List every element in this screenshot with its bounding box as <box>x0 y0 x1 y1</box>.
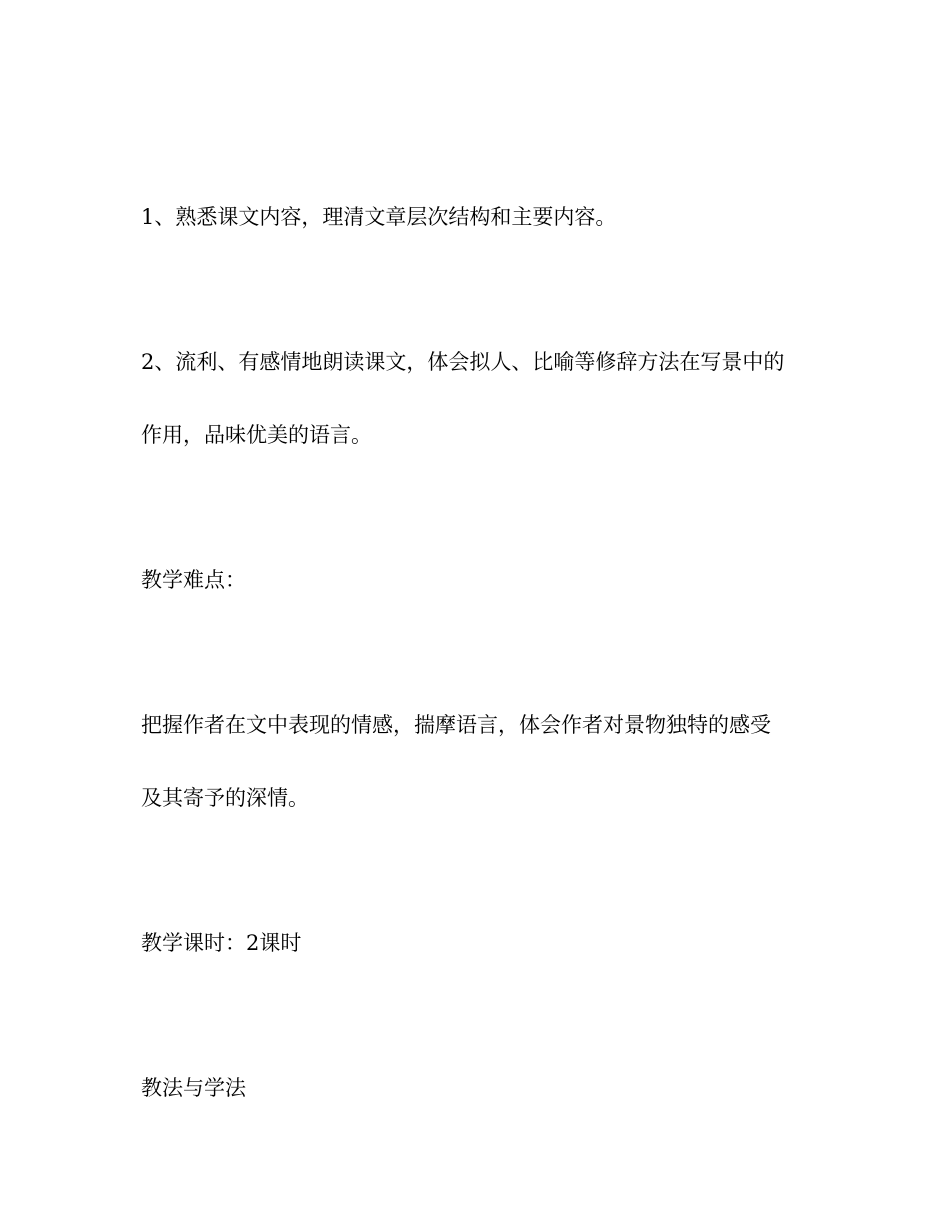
teaching-difficulty-text-line-1: 把握作者在文中表现的情感，揣摩语言，体会作者对景物独特的感受 <box>141 713 771 737</box>
teaching-difficulty-text-line-2: 及其寄予的深情。 <box>141 786 309 810</box>
methods-heading: 教法与学法 <box>141 1076 246 1100</box>
objective-1-text: 1、熟悉课文内容，理清文章层次结构和主要内容。 <box>141 205 617 229</box>
objective-2-text-line-2: 作用，品味优美的语言。 <box>141 423 372 447</box>
teaching-difficulty-heading: 教学难点： <box>141 568 246 592</box>
objective-2-text-line-1: 2、流利、有感情地朗读课文，体会拟人、比喻等修辞方法在写景中的 <box>141 350 785 374</box>
class-hours-text: 教学课时：2课时 <box>141 931 302 955</box>
